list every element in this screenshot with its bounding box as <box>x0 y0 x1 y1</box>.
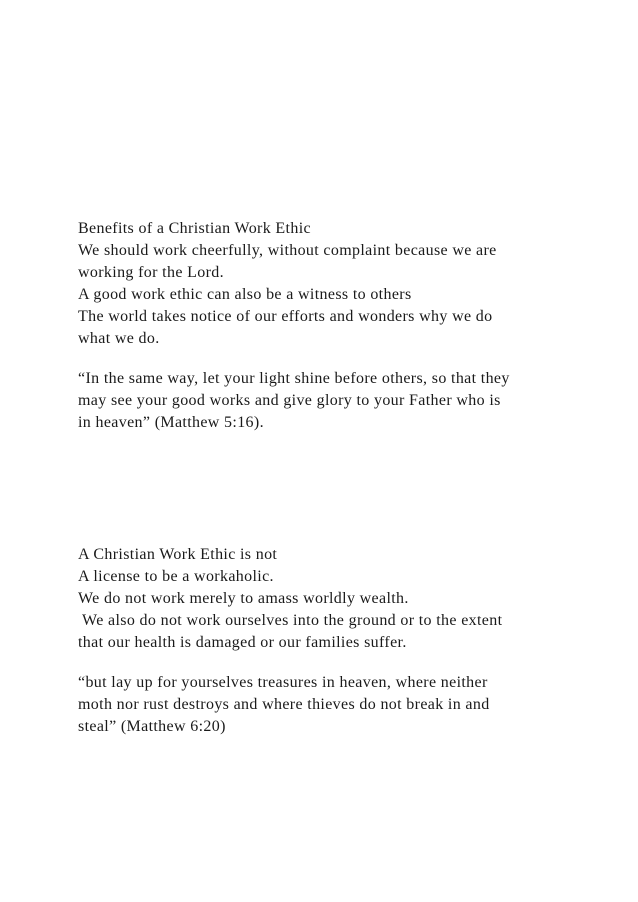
body-line: We should work cheerfully, without complaint because we are <box>78 242 497 259</box>
body-line: A license to be a workaholic. <box>78 568 274 585</box>
scripture-quote-line: “In the same way, let your light shine before others, so that they <box>78 370 510 387</box>
scripture-quote-line: moth nor rust destroys and where thieves do not break in and <box>78 696 490 713</box>
body-line: We also do not work ourselves into the ground or to the extent <box>78 612 503 629</box>
body-line: The world takes notice of our efforts and wonders why we do <box>78 308 493 325</box>
body-line: that our health is damaged or our families suffer. <box>78 634 407 651</box>
body-line: working for the Lord. <box>78 264 224 281</box>
body-line: We do not work merely to amass worldly wealth. <box>78 590 409 607</box>
scripture-quote-line: in heaven” (Matthew 5:16). <box>78 414 264 431</box>
paragraph-gap <box>78 654 578 672</box>
scripture-quote-line: steal” (Matthew 6:20) <box>78 718 226 735</box>
scripture-quote-line: “but lay up for yourselves treasures in heaven, where neither <box>78 674 488 691</box>
body-line: A good work ethic can also be a witness to others <box>78 286 412 303</box>
section-heading: Benefits of a Christian Work Ethic <box>78 220 311 237</box>
section-benefits <box>78 218 578 434</box>
scripture-quote-line: may see your good works and give glory to your Father who is <box>78 392 501 409</box>
paragraph-gap <box>78 350 578 368</box>
section-heading: A Christian Work Ethic is not <box>78 546 278 563</box>
body-line: what we do. <box>78 330 160 347</box>
section-is-not <box>78 544 578 738</box>
